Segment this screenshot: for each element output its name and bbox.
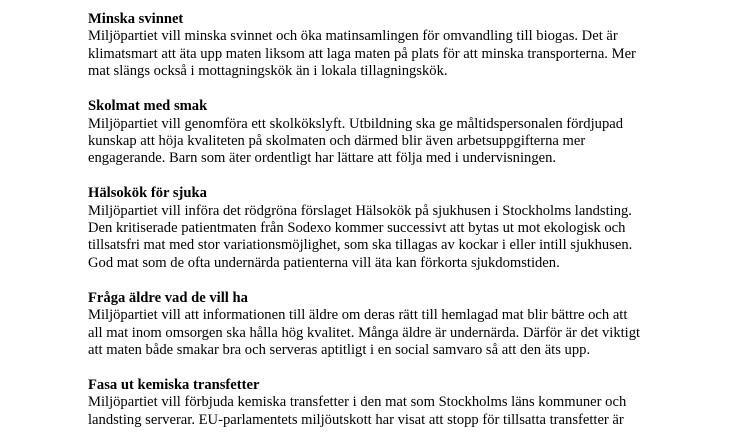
paragraph-line: Miljöpartiet vill att informationen till äldre om deras rätt till hemlagad mat blir bättre och att bbox=[88, 307, 628, 324]
section-heading: Fråga äldre vad de vill ha bbox=[88, 289, 248, 306]
section-fasa-ut-transfetter bbox=[88, 377, 728, 429]
paragraph-line: tillsatsfri mat med stor variationsmöjlighet, som ska tillagas av kockar i eller intill sjukhusen. bbox=[88, 237, 633, 254]
section-heading: Fasa ut kemiska transfetter bbox=[88, 376, 260, 393]
paragraph-line: landsting serverar. EU-parlamentets miljöutskott har visat att stopp för tillsatta transfetter är bbox=[88, 411, 624, 428]
paragraph-line: all mat inom omsorgen ska hålla hög kvalitet. Många äldre är undernärda. Därför är det viktigt bbox=[88, 324, 641, 341]
paragraph-line: mat slängs också i mottagningskök än i lokala tillagningskök. bbox=[88, 63, 448, 80]
paragraph-line: Miljöpartiet vill minska svinnet och öka matinsamlingen för omvandling till biogas. Det är bbox=[88, 28, 618, 45]
paragraph-line: klimatsmart att äta upp maten liksom att laga maten på plats för att minska transporterna. Mer bbox=[88, 45, 636, 62]
section-fraga-aldre bbox=[88, 290, 728, 360]
paragraph-line: Den kritiserade patientmaten från Sodexo kommer successivt att bytas ut mot ekologisk och bbox=[88, 220, 626, 237]
section-minska-svinnet bbox=[88, 11, 728, 81]
section-skolmat-med-smak bbox=[88, 98, 728, 168]
document-page bbox=[88, 11, 728, 447]
paragraph-line: Miljöpartiet vill genomföra ett skolkökslyft. Utbildning ska ge måltidspersonalen fördjupad bbox=[88, 115, 624, 132]
section-heading: Skolmat med smak bbox=[88, 98, 208, 115]
section-heading: Minska svinnet bbox=[88, 11, 184, 27]
section-heading: Hälsokök för sjuka bbox=[88, 185, 207, 202]
section-halsokok-for-sjuka bbox=[88, 185, 728, 272]
paragraph-line: God mat som de ofta undernärda patienterna vill äta kan förkorta sjukdomstiden. bbox=[88, 254, 560, 271]
paragraph-line: Miljöpartiet vill förbjuda kemiska transfetter i den mat som Stockholms läns kommuner och bbox=[88, 394, 627, 411]
paragraph-line: Miljöpartiet vill införa det rödgröna förslaget Hälsokök på sjukhusen i Stockholms landsting. bbox=[88, 202, 632, 219]
paragraph-line: engagerande. Barn som äter ordentligt har lättare att följa med i undervisningen. bbox=[88, 150, 557, 167]
paragraph-line: kunskap att höja kvaliteten på skolmaten och därmed blir även arbetsuppgifterna mer bbox=[88, 132, 586, 149]
paragraph-line: att maten både smakar bra och serveras aptitligt i en social samvaro så att den äts upp. bbox=[88, 342, 591, 358]
